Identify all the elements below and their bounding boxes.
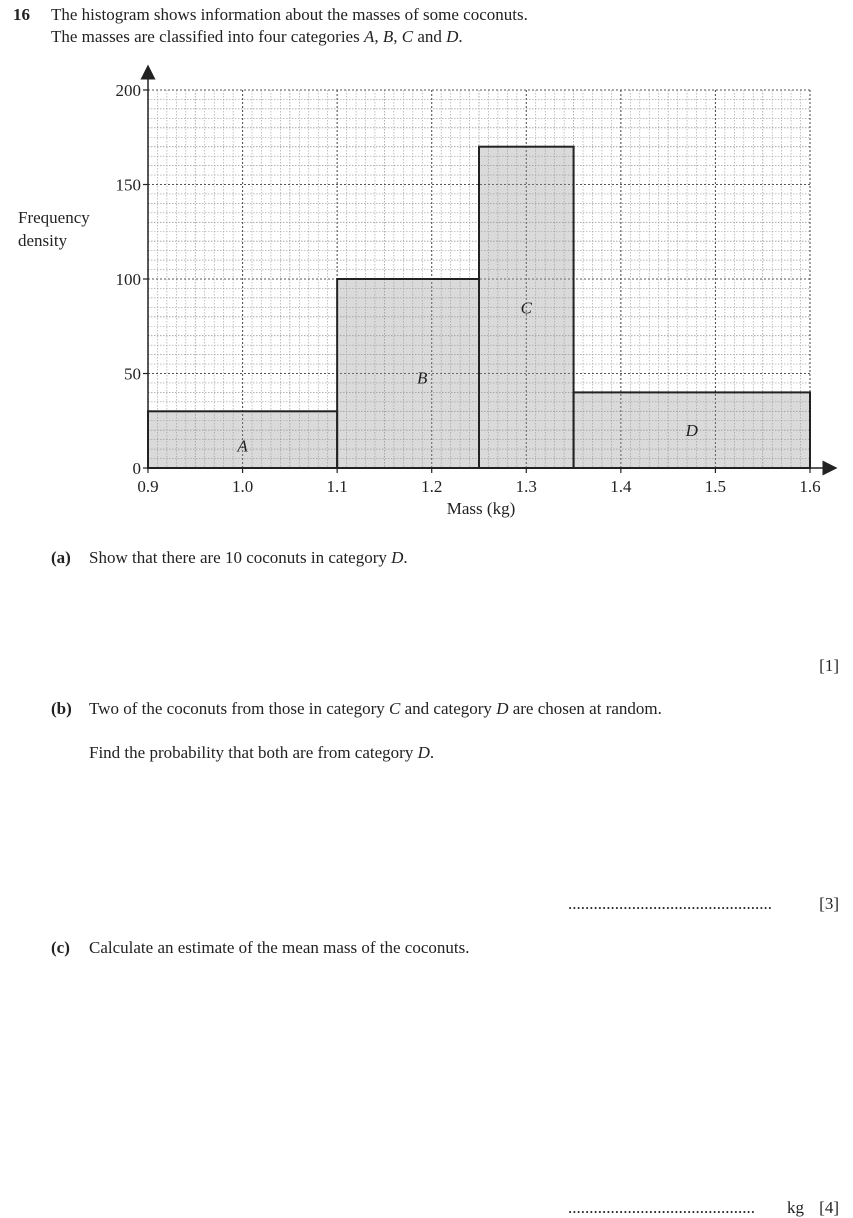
part-b-line2-main: Find the probability that both are from category [89,743,418,762]
part-a-period: . [403,548,408,567]
y-tick-label: 0 [132,459,141,478]
part-b-marks: [3] [819,894,839,913]
x-tick-label: 1.3 [515,477,537,496]
part-a-text-main: Show that there are 10 coconuts in category [89,548,392,567]
x-tick-label: 0.9 [137,477,159,496]
category-a-text: A [363,27,375,46]
question-intro-line1: The histogram shows information about the masses of some coconuts. [51,5,528,24]
category-c-text: C [401,27,414,46]
y-tick-label: 100 [115,270,141,289]
y-tick-label: 150 [115,175,141,195]
part-c-label: (c) [51,938,70,957]
bar-label-a: A [237,436,248,456]
y-tick-label: 50 [124,364,141,384]
part-b-answer-line[interactable]: ................................................ [568,894,772,913]
bar-label-c: C [520,298,532,318]
part-c-unit: kg [787,1198,804,1217]
x-tick-label: 1.0 [231,477,254,496]
x-axis-label: Mass (kg) [446,499,516,518]
x-tick-label: 1.1 [326,477,348,496]
part-b-text [89,699,662,719]
question-number: 16 [13,5,30,24]
part-b-text-mid: and category [400,699,497,718]
part-b-label: (b) [51,699,72,718]
part-c-marks: [4] [819,1198,839,1217]
y-axis-label-line1: Frequency [18,208,90,227]
category-d-text: D [446,27,459,46]
part-b-category-d: D [496,699,509,718]
part-a-text [89,548,408,568]
x-tick-label: 1.2 [421,477,443,496]
bar-label-d: D [685,421,698,441]
part-b-text-main: Two of the coconuts from those in category [89,699,390,718]
part-a-category: D [391,548,404,567]
intro-line2-prefix: The masses are classified into four categories [51,27,364,46]
part-b-line2 [89,743,434,763]
bar-label-b: B [417,368,428,388]
part-c-answer-line[interactable]: ............................................ [568,1198,755,1217]
category-b-text: B [382,27,394,46]
part-a-marks: [1] [819,656,839,675]
x-tick-group [137,468,820,496]
y-tick-label: 200 [115,81,141,100]
part-c-text: Calculate an estimate of the mean mass of the coconuts. [89,938,470,957]
x-tick-label: 1.6 [799,477,821,496]
part-a-label: (a) [51,548,71,567]
y-tick-group [116,81,149,478]
y-axis-label-line2: density [18,231,68,250]
histogram-bar-b [337,279,479,468]
part-b-category-c: C [389,699,401,718]
x-tick-label: 1.4 [610,477,632,496]
x-tick-label: 1.5 [704,477,727,496]
part-b-line2-category: D [417,743,430,762]
question-intro-line2: The masses are classified into four categories A, B, C and D. [51,27,463,46]
part-b-text-end: are chosen at random. [508,699,662,718]
histogram-chart [0,60,853,530]
part-b-line2-period: . [429,743,435,762]
